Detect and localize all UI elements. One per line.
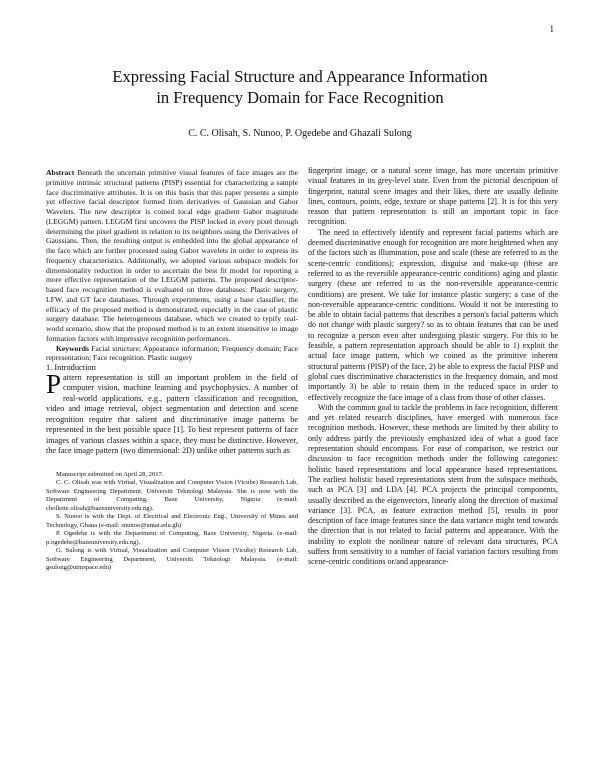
abstract-label: Abstract (46, 168, 75, 177)
keywords-text: Facial structure; Appearance information; Frequency domain; Face representation; Face recognition. Plastic surgery (46, 343, 298, 363)
paper-title (40, 66, 560, 108)
right-column (308, 166, 558, 568)
author-list: C. C. Olisah, S. Nunoo, P. Ogedebe and Ghazali Sulong (188, 128, 412, 139)
body-paragraph: The need to effectively identify and represent facial patterns which are deemed discriminative enough for recognition are more heightened when any of the factors such as illumination, pose and scale (these are referred to as the scene-centric conditions); expression, disguise and make-up (these are referred to as the reversible appearance-centric conditions) aging and plastic surgery (these are referred to as the non-reversible appearance-centric conditions) are present. We take for instance plastic surgery; a case of the non-reversible appearance-centric conditions. Would it not be interesting to be able to obtain facial patterns that describes a person's facial patterns which do not change with plastic surgery? so as to obtain features that can be used to recognize a person even after undergoing plastic surgery. For this to be feasible, a pattern representation approach should be able to 1) exploit the actual face image pattern, which we coined as the primitive inherent structural patterns (PISP) of the face, 2) be able to express the facial PISP and global cues discriminative characteristics in the frequency domain, and most importantly 3) be able to retain them in the reduced space in order to effectively recognize the face image of a class from those of other classes. (308, 227, 558, 402)
keywords-label: Keywords (56, 343, 89, 353)
body-paragraph: With the common goal to tackle the problems in face recognition, different and yet related research disciplines, have emerged with numerous face recognition methods. However, these methods are limited by their ability to only address partly the previously emphasized idea of what a good face representation should encompass. For ease of comparison, we restrict our discussion to face recognition methods under the following categories: holistic based representations and local appearance based representations. The earliest holistic based representations stem from the subspace methods, such as PCA [3] and LDA [4]. PCA projects the principal components, usually described as the eigenvectors, linearly along the direction of maximal variance [3]. PCA, as feature extraction method [5], results in poor description of face image features since the data variance might tend towards the direction that is not related to facial patterns and appearance. With the inability to exploit the nonlinear nature of relevant data structures, PCA suffers from sensitivity to a number of facial variation factors resulting from scene-centric conditions or/and appearance- (308, 402, 558, 567)
footnotes (46, 471, 298, 573)
page-number: 1 (549, 24, 554, 34)
section-heading: 1. Introduction (46, 363, 96, 372)
intro-text: attern representation is still an important problem in the field of computer vision, machine learning and psychophysics. A number of real-world applications, e.g., pattern classification and recognition, video and image retrieval, object segmentation and detection and scene recognition require that salient and discriminative image patterns be represented in the best possible space [1]. To best represent patterns of face images of various classes within a space, they must be distinctive. However, the face image pattern (two dimensional: 2D) unlike other patterns such as (46, 372, 298, 456)
title-line-2: in Frequency Domain for Face Recognition (156, 88, 444, 107)
footnote: G. Sulong is with Virtual, Visualization and Computer Vision (Vicube) Research Lab, Software Engineering Department, Universiti Teknologi Malaysia. (e-mail: gsulong@utmspace.edu) (46, 547, 298, 572)
footnote: C. C. Olisah was with Virtual, Visualization and Computer Vision (Vicube) Research Lab, Software Engineering Department, Universiti Teknologi Malaysia. She is now with the Department of Computing, Baze University, Nigeria (e-mail: chollette.olisah@bazeuniversity.edu.ng). (46, 479, 298, 512)
keywords (46, 344, 298, 364)
intro-paragraph (46, 368, 298, 457)
footnote: Manuscript submitted on April 28, 2017. (56, 470, 164, 478)
abstract (46, 168, 298, 344)
footnote: P. Ogedebe is with the Department of Computing, Baze University, Nigeria. (e-mail: p.ogedebe@bazeuniversity.edu.ng). (46, 530, 298, 546)
footnote: S. Nunoo is with the Dept. of Electrical and Electronic Eng., University of Mines and Technology, Ghana (e-mail: snunoo@umat.edu.gh) (46, 513, 298, 529)
title-line-1: Expressing Facial Structure and Appearance Information (112, 67, 488, 86)
body-paragraph: fingerprint image, or a natural scene image, has more uncertain primitive visual features in its grey-level state. Even from the pictorial description of fingerprint, natural scene images and their likes, there are usually definite lines, contours, points, edge, texture or shape patterns [2]. It is for this very reason that pattern representation is still an important topic in face recognition. (308, 166, 558, 227)
left-column (46, 168, 298, 573)
drop-cap: P (46, 368, 62, 399)
abstract-text: Beneath the uncertain primitive visual features of face images are the primitive intrinsic structural patterns (PISP) essential for characterizing a sample face discriminative attributes. It is on this basis that this paper presents a simple yet effective facial descriptor formed from derivatives of Gaussian and Gabor Wavelets. The new descriptor is coined local edge gradient Gabor magnitude (LEGGM) pattern. LEGGM first uncovers the PISP locked in every pixel through determining the pixel gradient in relation to its neighbors using the Derivatives of Gaussians. Then, the resulting output is embedded into the global appearance of the face which are further processed using Gabor wavelets in order to express its frequency characteristics. Additionally, we adopted various subspace models for dimensionality reduction in order to ascertain the best fit model for reporting a more effective representation of the LEGGM patterns. The proposed descriptor-based face recognition method is evaluated on three databases: Plastic surgery, LFW, and GT face databases. Through experiments, using a base classifier, the efficacy of the proposed method is demonstrated, especially in the case of plastic surgery database. The heterogeneous database, which we created to typify real-world scenario, show that the proposed method is to an extent insensitive to image formation factors with impressive recognition performances. (46, 168, 298, 343)
